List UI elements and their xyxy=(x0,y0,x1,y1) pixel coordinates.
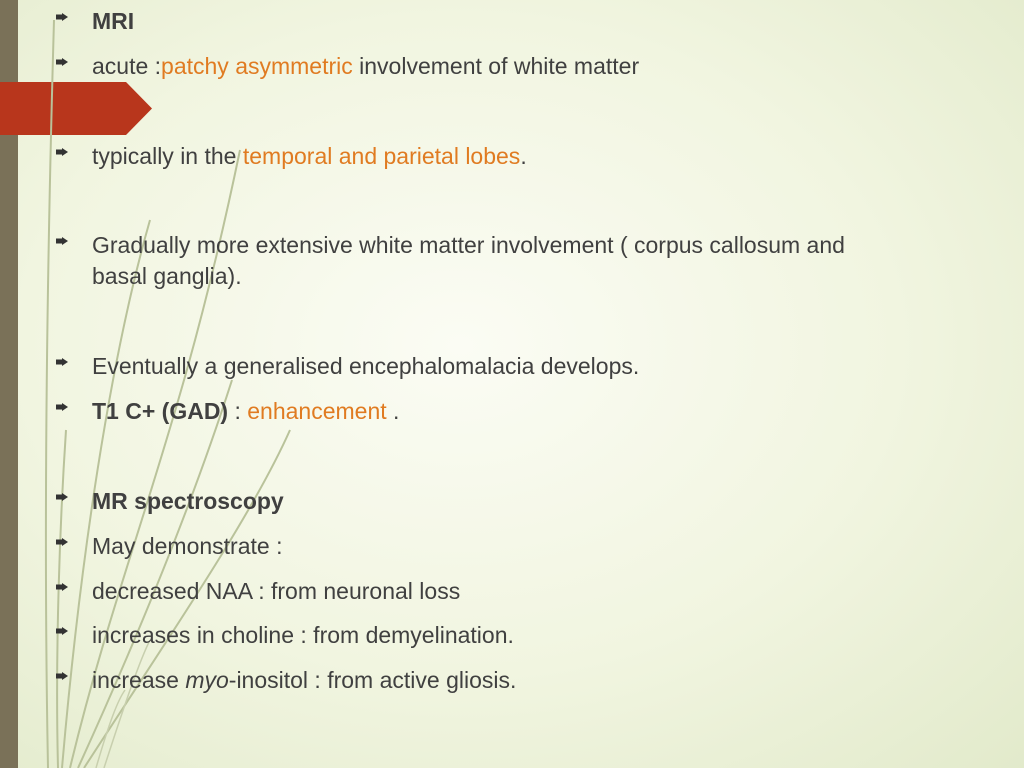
bullet-text: May demonstrate : xyxy=(92,533,283,559)
right-arrow-icon xyxy=(56,358,68,366)
bullet-text: Gradually more extensive white matter involvement ( corpus callosum and basal ganglia). xyxy=(92,232,845,289)
bullet-text: T1 C+ (GAD) : enhancement . xyxy=(92,398,400,424)
bullet-choline xyxy=(56,620,936,651)
right-arrow-icon xyxy=(56,148,68,156)
right-arrow-icon xyxy=(56,58,68,66)
right-arrow-icon xyxy=(56,493,68,501)
bullet-text: typically in the temporal and parietal lobes. xyxy=(92,143,527,169)
bullet-text: MR spectroscopy xyxy=(92,488,284,514)
bullet-text: increases in choline : from demyelination. xyxy=(92,622,514,648)
right-arrow-icon xyxy=(56,627,68,635)
bullet-mr-spectroscopy xyxy=(56,486,936,517)
right-arrow-icon xyxy=(56,538,68,546)
bullet-temporal-parietal xyxy=(56,141,936,172)
bullet-text: acute :patchy asymmetric involvement of white matter xyxy=(92,53,640,79)
right-arrow-icon xyxy=(56,403,68,411)
bullet-acute xyxy=(56,51,936,82)
bullet-mri xyxy=(56,6,936,37)
bullet-text: increase myo-inositol : from active gliosis. xyxy=(92,667,517,693)
bullet-myo-inositol xyxy=(56,665,936,696)
right-arrow-icon xyxy=(56,672,68,680)
bullet-text: decreased NAA : from neuronal loss xyxy=(92,578,461,604)
right-arrow-icon xyxy=(56,583,68,591)
right-arrow-icon xyxy=(56,13,68,21)
right-arrow-icon xyxy=(56,237,68,245)
bullet-t1-gad xyxy=(56,396,936,427)
bullet-encephalomalacia xyxy=(56,351,936,382)
bullet-may-demonstrate xyxy=(56,531,936,562)
bullet-text: MRI xyxy=(92,8,135,34)
bullet-text: Eventually a generalised encephalomalacia develops. xyxy=(92,353,640,379)
bullet-gradual-involvement xyxy=(56,230,846,292)
bullet-decreased-naa xyxy=(56,576,936,607)
